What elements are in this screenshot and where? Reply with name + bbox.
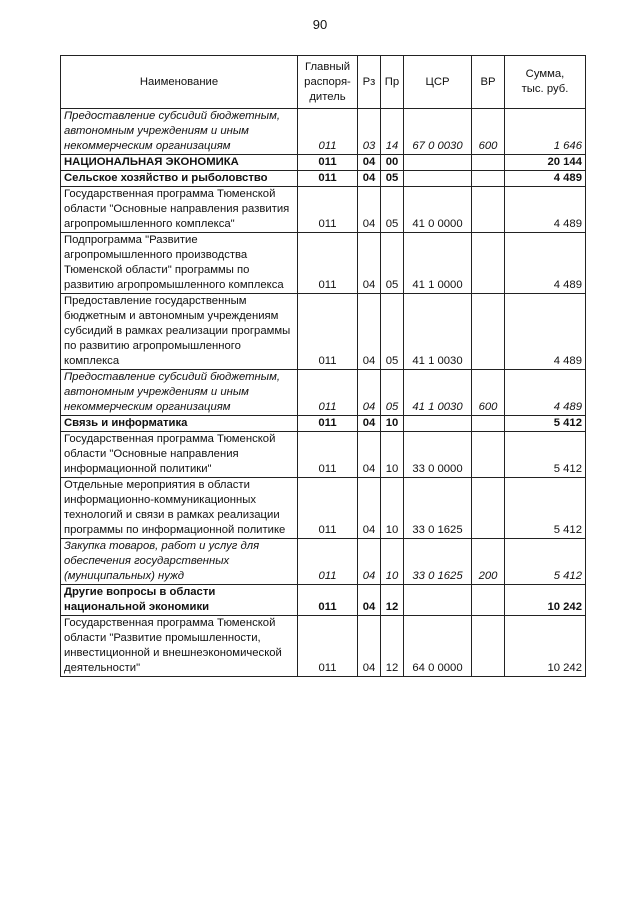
row-sum: 10 242 bbox=[505, 585, 586, 616]
row-vr bbox=[472, 187, 505, 233]
row-admin: 011 bbox=[298, 294, 358, 370]
header-vr: ВР bbox=[472, 56, 505, 109]
table-row bbox=[61, 616, 586, 677]
row-csr bbox=[404, 416, 472, 432]
header-rz: Рз bbox=[358, 56, 381, 109]
row-pr: 05 bbox=[381, 233, 404, 294]
row-rz: 04 bbox=[358, 585, 381, 616]
row-rz: 04 bbox=[358, 155, 381, 171]
row-vr bbox=[472, 585, 505, 616]
row-sum: 4 489 bbox=[505, 187, 586, 233]
row-rz: 04 bbox=[358, 171, 381, 187]
table-row bbox=[61, 233, 586, 294]
header-admin-line-1: Главный bbox=[304, 60, 351, 73]
row-vr bbox=[472, 171, 505, 187]
row-name: Предоставление государственным бюджетным и автономным учреждениям субсидий в рамках реализации программы по развитию агропромышленного комплекса bbox=[61, 294, 298, 370]
row-name: НАЦИОНАЛЬНАЯ ЭКОНОМИКА bbox=[61, 155, 298, 171]
row-csr: 33 0 0000 bbox=[404, 432, 472, 478]
row-rz: 04 bbox=[358, 294, 381, 370]
header-pr: Пр bbox=[381, 56, 404, 109]
row-csr bbox=[404, 171, 472, 187]
row-name: Связь и информатика bbox=[61, 416, 298, 432]
row-rz: 04 bbox=[358, 416, 381, 432]
row-name: Подпрограмма "Развитие агропромышленного производства Тюменской области" программы по развитию агропромышленного комплекса bbox=[61, 233, 298, 294]
row-pr: 00 bbox=[381, 155, 404, 171]
row-sum: 1 646 bbox=[505, 109, 586, 155]
row-name: Предоставление субсидий бюджетным, автономным учреждениям и иным некоммерческим организациям bbox=[61, 370, 298, 416]
row-csr: 41 0 0000 bbox=[404, 187, 472, 233]
table-row bbox=[61, 416, 586, 432]
row-vr bbox=[472, 616, 505, 677]
row-name: Закупка товаров, работ и услуг для обеспечения государственных (муниципальных) нужд bbox=[61, 539, 298, 585]
row-csr: 33 0 1625 bbox=[404, 539, 472, 585]
page-number: 90 bbox=[312, 17, 328, 32]
table-row bbox=[61, 539, 586, 585]
row-csr: 41 1 0000 bbox=[404, 233, 472, 294]
row-rz: 03 bbox=[358, 109, 381, 155]
row-vr bbox=[472, 294, 505, 370]
table-row bbox=[61, 187, 586, 233]
row-sum: 4 489 bbox=[505, 171, 586, 187]
row-sum: 4 489 bbox=[505, 294, 586, 370]
table-row bbox=[61, 155, 586, 171]
row-rz: 04 bbox=[358, 616, 381, 677]
row-pr: 10 bbox=[381, 539, 404, 585]
row-vr: 600 bbox=[472, 370, 505, 416]
table-row bbox=[61, 585, 586, 616]
header-admin bbox=[298, 56, 358, 109]
row-pr: 10 bbox=[381, 432, 404, 478]
row-pr: 12 bbox=[381, 616, 404, 677]
row-admin: 011 bbox=[298, 432, 358, 478]
row-admin: 011 bbox=[298, 233, 358, 294]
header-admin-line-3: дитель bbox=[309, 90, 346, 103]
table-row bbox=[61, 109, 586, 155]
row-sum: 10 242 bbox=[505, 616, 586, 677]
table-row bbox=[61, 294, 586, 370]
row-csr bbox=[404, 155, 472, 171]
row-csr bbox=[404, 585, 472, 616]
table-row bbox=[61, 478, 586, 539]
row-admin: 011 bbox=[298, 478, 358, 539]
row-pr: 12 bbox=[381, 585, 404, 616]
row-rz: 04 bbox=[358, 187, 381, 233]
row-admin: 011 bbox=[298, 187, 358, 233]
row-vr: 600 bbox=[472, 109, 505, 155]
row-name: Отдельные мероприятия в области информационно-коммуникационных технологий и связи в рамках реализации программы по информационной политике bbox=[61, 478, 298, 539]
row-admin: 011 bbox=[298, 155, 358, 171]
header-sum-line-2: тыс. руб. bbox=[521, 83, 569, 95]
row-rz: 04 bbox=[358, 432, 381, 478]
row-name: Государственная программа Тюменской области "Развитие промышленности, инвестиционной и внешнеэкономической деятельности" bbox=[61, 616, 298, 677]
row-rz: 04 bbox=[358, 478, 381, 539]
row-vr bbox=[472, 155, 505, 171]
row-csr: 41 1 0030 bbox=[404, 370, 472, 416]
row-vr bbox=[472, 432, 505, 478]
row-vr bbox=[472, 233, 505, 294]
row-admin: 011 bbox=[298, 171, 358, 187]
row-pr: 14 bbox=[381, 109, 404, 155]
header-admin-line-2: распоря- bbox=[304, 75, 351, 88]
row-sum: 5 412 bbox=[505, 416, 586, 432]
row-rz: 04 bbox=[358, 233, 381, 294]
row-admin: 011 bbox=[298, 109, 358, 155]
row-pr: 10 bbox=[381, 478, 404, 539]
row-sum: 5 412 bbox=[505, 432, 586, 478]
row-sum: 4 489 bbox=[505, 233, 586, 294]
row-admin: 011 bbox=[298, 370, 358, 416]
header-csr: ЦСР bbox=[404, 56, 472, 109]
row-vr bbox=[472, 478, 505, 539]
row-pr: 05 bbox=[381, 187, 404, 233]
row-pr: 05 bbox=[381, 171, 404, 187]
row-admin: 011 bbox=[298, 585, 358, 616]
row-vr: 200 bbox=[472, 539, 505, 585]
header-sum bbox=[505, 56, 586, 109]
row-sum: 4 489 bbox=[505, 370, 586, 416]
row-csr: 41 1 0030 bbox=[404, 294, 472, 370]
table-header-row bbox=[61, 56, 586, 109]
row-pr: 05 bbox=[381, 370, 404, 416]
row-csr: 67 0 0030 bbox=[404, 109, 472, 155]
table-row bbox=[61, 171, 586, 187]
row-csr: 64 0 0000 bbox=[404, 616, 472, 677]
row-rz: 04 bbox=[358, 539, 381, 585]
row-rz: 04 bbox=[358, 370, 381, 416]
row-pr: 10 bbox=[381, 416, 404, 432]
row-name: Предоставление субсидий бюджетным, автономным учреждениям и иным некоммерческим организациям bbox=[61, 109, 298, 155]
row-vr bbox=[472, 416, 505, 432]
row-admin: 011 bbox=[298, 416, 358, 432]
row-admin: 011 bbox=[298, 616, 358, 677]
row-sum: 5 412 bbox=[505, 478, 586, 539]
row-sum: 5 412 bbox=[505, 539, 586, 585]
budget-table bbox=[60, 55, 586, 677]
row-name: Государственная программа Тюменской области "Основные направления информационной политики" bbox=[61, 432, 298, 478]
header-sum-line-1: Сумма, bbox=[525, 68, 565, 80]
table-row bbox=[61, 432, 586, 478]
row-name: Государственная программа Тюменской области "Основные направления развития агропромышленного комплекса" bbox=[61, 187, 298, 233]
table-row bbox=[61, 370, 586, 416]
row-admin: 011 bbox=[298, 539, 358, 585]
header-name: Наименование bbox=[61, 56, 298, 109]
row-name: Сельское хозяйство и рыболовство bbox=[61, 171, 298, 187]
row-name: Другие вопросы в области национальной экономики bbox=[61, 585, 298, 616]
row-pr: 05 bbox=[381, 294, 404, 370]
row-sum: 20 144 bbox=[505, 155, 586, 171]
row-csr: 33 0 1625 bbox=[404, 478, 472, 539]
